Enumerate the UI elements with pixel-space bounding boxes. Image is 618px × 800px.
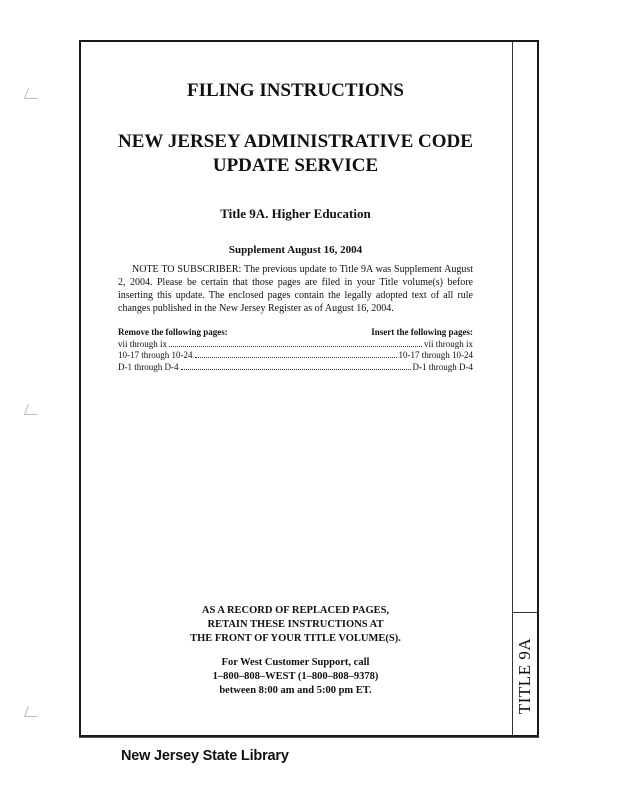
- insert-pages: D-1 through D-4: [412, 361, 473, 372]
- title-section: Title 9A. Higher Education: [220, 206, 371, 221]
- document-body: [118, 80, 473, 373]
- remove-pages: vii through ix: [118, 338, 167, 349]
- subscriber-note: NOTE TO SUBSCRIBER: The previous update to Title 9A was Supplement August 2, 2004. Please be certain that those pages are filed in your Title volume(s) before inserting this update. The enclosed pages contain the legally adopted text of all rule changes published in the New Jersey Register as of August 16, 2004.: [118, 264, 473, 314]
- table-row: [118, 339, 473, 351]
- insert-pages: vii through ix: [424, 338, 473, 349]
- spacer: [118, 646, 473, 656]
- scan-mark: [24, 706, 41, 717]
- record-notice-line: THE FRONT OF YOUR TITLE VOLUME(S).: [190, 633, 401, 644]
- pages-table: [118, 327, 473, 373]
- frame-bottom-rule: [79, 737, 539, 738]
- support-hours: between 8:00 am and 5:00 pm ET.: [219, 685, 372, 696]
- supplement-date: Supplement August 16, 2004: [228, 244, 363, 256]
- record-notice-line: AS A RECORD OF REPLACED PAGES,: [201, 605, 390, 616]
- scan-mark: [24, 404, 41, 415]
- spine-label: [512, 614, 539, 737]
- record-notice-block: [118, 604, 473, 698]
- dot-leader: [181, 369, 411, 370]
- remove-pages: D-1 through D-4: [118, 361, 179, 372]
- code-title: [118, 130, 473, 178]
- remove-header: Remove the following pages:: [118, 327, 228, 337]
- insert-pages: 10-17 through 10-24: [398, 350, 473, 360]
- dot-leader: [195, 357, 397, 358]
- remove-pages: 10-17 through 10-24: [118, 350, 193, 360]
- code-title-line: UPDATE SERVICE: [212, 155, 379, 176]
- dot-leader: [169, 346, 422, 347]
- support-line: For West Customer Support, call: [221, 657, 370, 668]
- code-title-line: NEW JERSEY ADMINISTRATIVE CODE: [118, 131, 473, 152]
- record-notice-line: RETAIN THESE INSTRUCTIONS AT: [207, 619, 384, 630]
- scan-mark: [24, 88, 41, 99]
- spine-label-text: TITLE 9A: [515, 637, 535, 714]
- support-phone: 1–800–808–WEST (1–800–808–9378): [212, 671, 379, 682]
- spine-tab-separator: [512, 612, 537, 613]
- library-stamp: New Jersey State Library: [121, 748, 289, 764]
- page-title: FILING INSTRUCTIONS: [187, 80, 404, 101]
- table-row: [118, 362, 473, 374]
- pages-table-header: [118, 327, 473, 339]
- insert-header: Insert the following pages:: [371, 327, 473, 337]
- table-row: [118, 350, 473, 362]
